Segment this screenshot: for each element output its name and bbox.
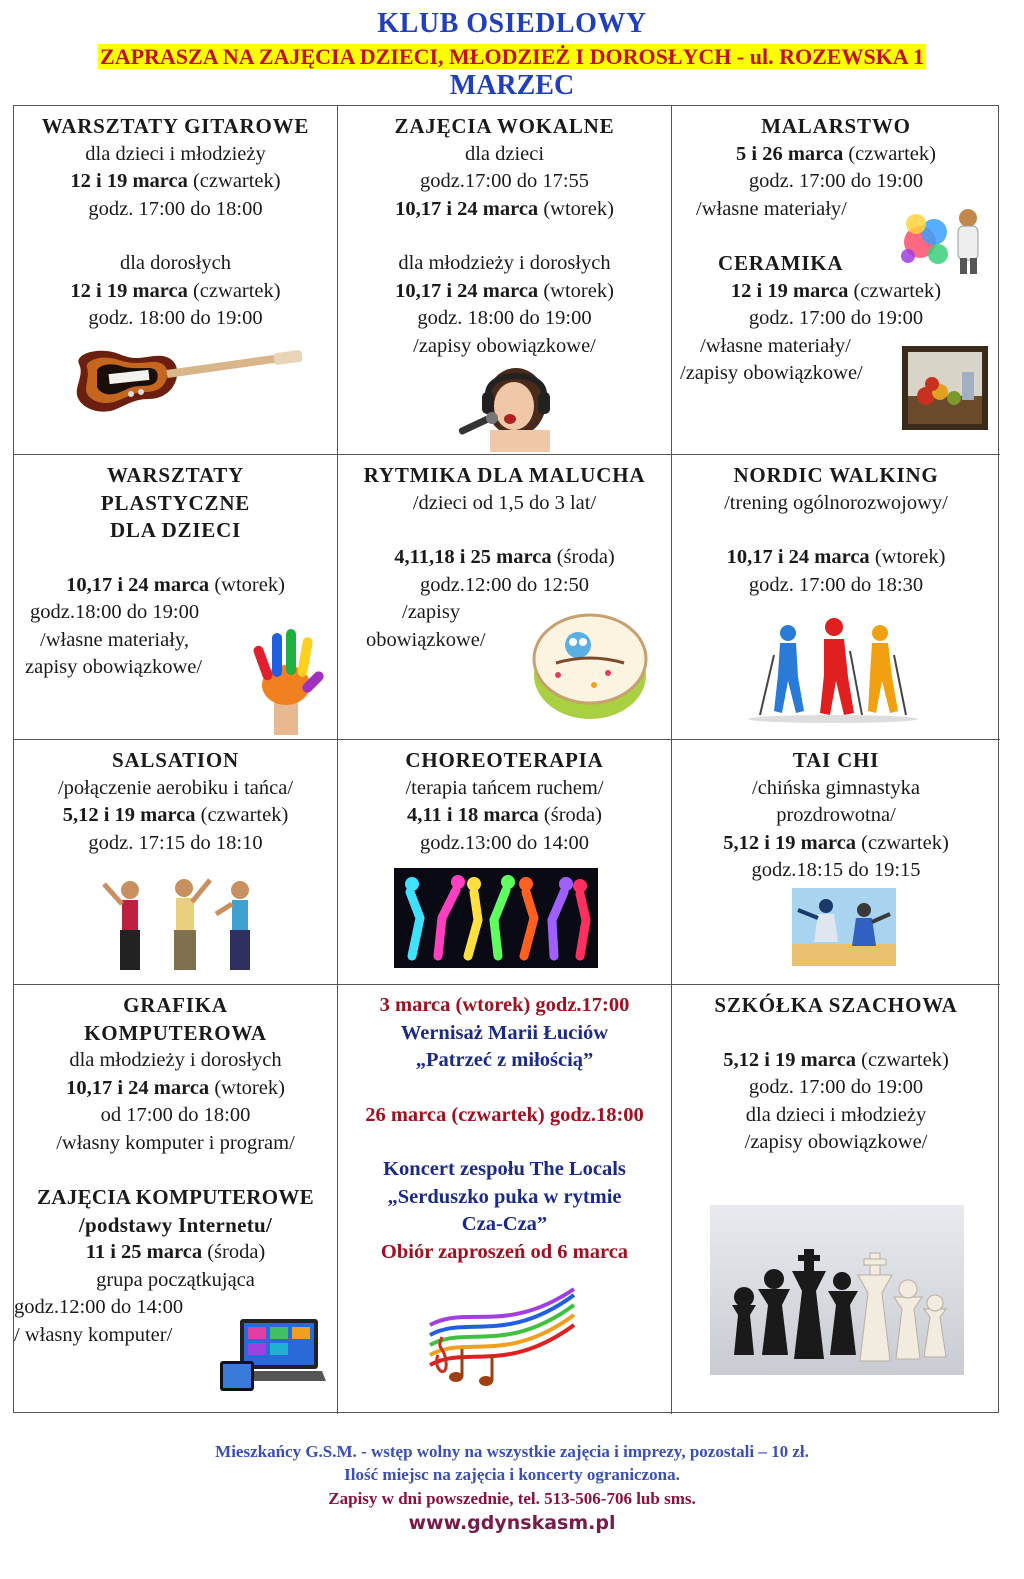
date-line xyxy=(14,802,337,830)
materials-note: /własne materiały/ xyxy=(700,334,851,357)
date-bold: 10,17 i 24 marca xyxy=(395,197,539,220)
month-heading: MARZEC xyxy=(449,70,575,101)
date-line xyxy=(14,278,337,306)
date-line xyxy=(672,1047,1000,1075)
date-line xyxy=(338,544,671,572)
signup-note: obowiązkowe/ xyxy=(366,628,486,651)
hours-label: godz. 17:00 do 19:00 xyxy=(748,307,924,329)
date-bold: 5 i 26 marca xyxy=(736,142,844,165)
hours-label: godz.17:00 do 17:55 xyxy=(419,170,590,192)
cell-subtitle: ZAJĘCIA KOMPUTEROWE xyxy=(37,1185,314,1209)
page-subtitle xyxy=(0,44,1024,70)
date-bold: 12 i 19 marca xyxy=(70,279,188,302)
cell-rhythm-toddlers xyxy=(338,455,672,740)
cell-vocal-classes xyxy=(338,106,672,455)
signup-note: /zapisy obowiązkowe/ xyxy=(744,1131,928,1153)
cell-nordic-walking xyxy=(672,455,1000,740)
hours-label: godz. 17:00 do 19:00 xyxy=(748,1076,924,1098)
date-bold: 4,11,18 i 25 marca xyxy=(394,546,552,568)
date-line xyxy=(14,1075,337,1103)
date-line xyxy=(672,830,1000,858)
signup-note: /zapisy obowiązkowe/ xyxy=(680,362,863,384)
cell-title: WARSZTATY xyxy=(106,463,245,487)
cell-choreotherapy xyxy=(338,740,672,985)
cell-chess-school xyxy=(672,985,1000,1414)
still-life-painting-icon xyxy=(902,346,988,430)
day-label: (środa) xyxy=(551,546,615,568)
cell-title: PLASTYCZNE xyxy=(100,490,251,515)
dance-silhouettes-icon xyxy=(394,868,598,968)
event-date: 3 marca (wtorek) godz.17:00 xyxy=(379,994,630,1016)
event-subtitle: „Patrzeć z miłością” xyxy=(415,1049,594,1071)
event-subtitle: „Serduszko puka w rytmie xyxy=(387,1185,622,1208)
description: /połączenie aerobiku i tańca/ xyxy=(57,776,294,799)
hours-label: godz.18:15 do 19:15 xyxy=(751,859,921,881)
cell-title: MALARSTWO xyxy=(761,114,911,138)
cell-art-workshop xyxy=(14,455,338,740)
invitation-note: Obiór zaproszeń od 6 marca xyxy=(380,1240,629,1263)
footer-website-link[interactable]: www.gdynskasm.pl xyxy=(408,1512,616,1534)
laptop-icon xyxy=(218,1315,326,1397)
audience-label: dla młodzieży i dorosłych xyxy=(69,1049,282,1071)
hours-label: od 17:00 do 18:00 xyxy=(100,1104,251,1126)
day-label: (czwartek) xyxy=(187,170,281,192)
day-label: (czwartek) xyxy=(856,831,949,854)
day-label: (czwartek) xyxy=(856,1048,949,1071)
description: /trening ogólnorozwojowy/ xyxy=(724,491,948,514)
age-note: /dzieci od 1,5 do 3 lat/ xyxy=(412,491,597,514)
footer-signup: Zapisy w dni powszednie, tel. 513-506-706 lub sms. xyxy=(328,1489,696,1508)
dancers-icon xyxy=(100,874,270,974)
hours-label: godz.12:00 do 12:50 xyxy=(419,573,590,596)
date-line xyxy=(338,278,671,306)
audience-label: dla młodzieży i dorosłych xyxy=(398,252,611,274)
paint-splash-icon xyxy=(898,202,990,274)
music-notes-icon xyxy=(426,1285,578,1391)
date-bold: 5,12 i 19 marca xyxy=(723,831,857,854)
hours-label: godz.12:00 do 14:00 xyxy=(14,1296,184,1318)
cell-subtitle: CERAMIKA xyxy=(718,251,844,275)
day-label: (czwartek) xyxy=(843,142,936,165)
cell-title: TAI CHI xyxy=(792,748,880,772)
audience-label: dla dzieci i młodzieży xyxy=(85,142,266,165)
cell-title: WARSZTATY GITAROWE xyxy=(41,114,310,138)
footer-capacity: Ilość miejsc na zajęcia i koncerty ograniczona. xyxy=(344,1465,680,1484)
tambourine-icon xyxy=(528,605,652,723)
cell-guitar-workshop xyxy=(14,106,338,455)
description: /terapia tańcem ruchem/ xyxy=(405,776,604,799)
audience-label: dla dzieci xyxy=(464,142,545,165)
date-bold: 4,11 i 18 marca xyxy=(407,804,539,826)
signup-note: /zapisy xyxy=(402,601,461,623)
date-bold: 10,17 i 24 marca xyxy=(66,1076,210,1099)
date-line xyxy=(14,1239,337,1267)
day-label: (środa) xyxy=(538,804,602,826)
singer-icon xyxy=(454,364,564,452)
cell-salsation xyxy=(14,740,338,985)
cell-title: DLA DZIECI xyxy=(109,518,242,542)
day-label: (wtorek) xyxy=(538,279,614,302)
date-bold: 12 i 19 marca xyxy=(70,170,188,192)
date-line xyxy=(338,802,671,830)
group-label: grupa początkująca xyxy=(96,1268,255,1291)
event-title: Koncert zespołu The Locals xyxy=(383,1158,626,1180)
signup-note: zapisy obowiązkowe/ xyxy=(25,656,203,678)
date-line xyxy=(14,168,337,196)
cell-title: RYTMIKA DLA MALUCHA xyxy=(363,463,646,487)
day-label: (czwartek) xyxy=(848,279,942,302)
materials-note: /własne materiały/ xyxy=(696,197,847,220)
painted-hand-icon xyxy=(244,625,328,735)
audience-label: dla dzieci i młodzieży xyxy=(745,1103,927,1126)
equipment-note: / własny komputer/ xyxy=(14,1323,173,1346)
date-bold: 10,17 i 24 marca xyxy=(66,573,210,596)
cell-title: SALSATION xyxy=(111,748,240,772)
cell-title: SZKÓŁKA SZACHOWA xyxy=(714,993,958,1017)
hours-label: godz.13:00 do 14:00 xyxy=(419,831,590,854)
event-subtitle: Cza-Cza” xyxy=(461,1213,548,1235)
cell-painting-ceramics xyxy=(672,106,1000,455)
cell-title: CHOREOTERAPIA xyxy=(405,748,604,772)
hours-label: godz.18:00 do 19:00 xyxy=(30,601,200,623)
date-line xyxy=(672,544,1000,572)
date-bold: 10,17 i 24 marca xyxy=(395,279,539,302)
date-bold: 5,12 i 19 marca xyxy=(723,1048,857,1071)
cell-title: NORDIC WALKING xyxy=(733,463,939,487)
description: prozdrowotna/ xyxy=(776,804,896,826)
day-label: (czwartek) xyxy=(195,804,289,826)
chess-pieces-icon xyxy=(710,1205,964,1375)
cell-subtitle: /podstawy Internetu/ xyxy=(78,1212,273,1237)
equipment-note: /własny komputer i program/ xyxy=(56,1131,295,1154)
date-line xyxy=(338,196,671,224)
date-line xyxy=(14,572,337,600)
hours-label: godz. 17:00 do 18:30 xyxy=(748,573,924,596)
tai-chi-icon xyxy=(792,888,896,966)
day-label: (czwartek) xyxy=(187,279,281,302)
cell-title: ZAJĘCIA WOKALNE xyxy=(394,114,615,138)
day-label: (wtorek) xyxy=(209,573,285,596)
cell-tai-chi xyxy=(672,740,1000,985)
schedule-grid xyxy=(13,105,999,1413)
day-label: (wtorek) xyxy=(209,1076,285,1099)
event-date: 26 marca (czwartek) godz.18:00 xyxy=(365,1103,644,1126)
date-bold: 12 i 19 marca xyxy=(730,279,849,302)
hours-label: godz. 17:15 do 18:10 xyxy=(88,831,263,854)
date-line xyxy=(672,278,1000,306)
day-label: (wtorek) xyxy=(869,546,946,568)
date-bold: 11 i 25 marca xyxy=(85,1241,203,1263)
date-bold: 10,17 i 24 marca xyxy=(726,546,870,568)
hours-label: godz. 17:00 do 19:00 xyxy=(748,170,924,192)
subtitle-highlight: ZAPRASZA NA ZAJĘCIA DZIECI, MŁODZIEŻ I DOROSŁYCH - ul. ROZEWSKA 1 xyxy=(100,44,924,69)
hours-label: godz. 17:00 do 18:00 xyxy=(88,197,263,220)
cell-computer-graphics xyxy=(14,985,338,1414)
description: /chińska gimnastyka xyxy=(752,776,920,799)
hours-label: godz. 18:00 do 19:00 xyxy=(417,307,592,329)
page-title: KLUB OSIEDLOWY xyxy=(377,8,647,39)
guitar-icon xyxy=(69,344,314,416)
event-title: Wernisaż Marii Łuciów xyxy=(400,1021,609,1044)
signup-note: /zapisy obowiązkowe/ xyxy=(413,334,596,357)
audience-label: dla dorosłych xyxy=(119,252,232,274)
day-label: (środa) xyxy=(202,1241,266,1263)
footer-pricing: Mieszkańcy G.S.M. - wstęp wolny na wszystkie zajęcia i imprezy, pozostali – 10 zł. xyxy=(215,1442,809,1461)
cell-events xyxy=(338,985,672,1414)
walkers-icon xyxy=(738,615,918,725)
materials-note: /własne materiały, xyxy=(40,628,189,651)
hours-label: godz. 18:00 do 19:00 xyxy=(88,307,263,329)
day-label: (wtorek) xyxy=(538,197,614,220)
date-bold: 5,12 i 19 marca xyxy=(62,804,196,826)
date-line xyxy=(672,141,1000,169)
cell-title: KOMPUTEROWA xyxy=(84,1020,267,1045)
cell-title: GRAFIKA xyxy=(123,993,228,1017)
